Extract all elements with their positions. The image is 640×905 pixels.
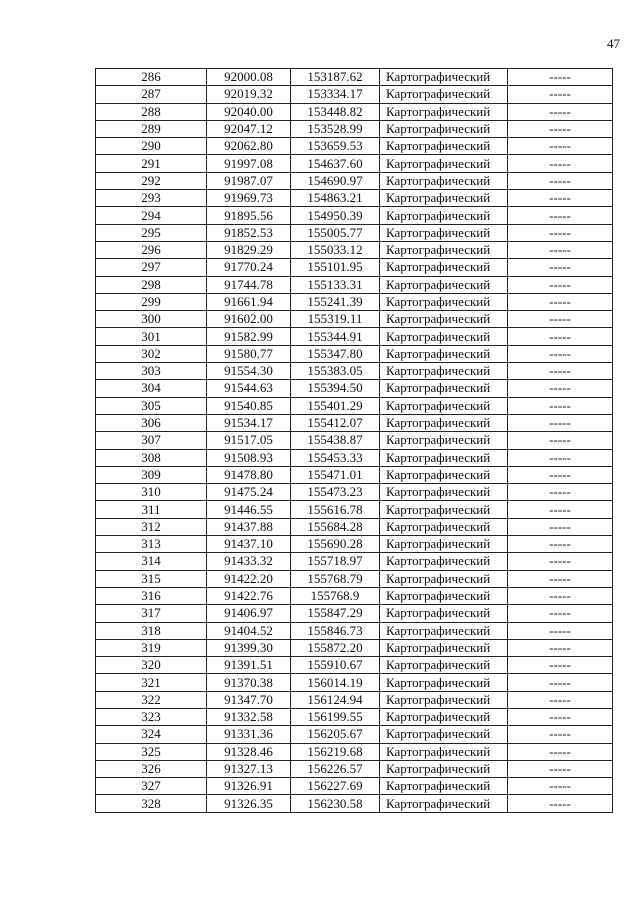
method-cell: Картографический (380, 553, 508, 570)
accuracy-cell: ----- (508, 708, 613, 725)
x-coordinate-cell: 92019.32 (207, 86, 291, 103)
accuracy-cell: ----- (508, 120, 613, 137)
method-cell: Картографический (380, 86, 508, 103)
method-cell: Картографический (380, 380, 508, 397)
y-coordinate-cell: 153659.53 (291, 138, 380, 155)
table-row (96, 795, 613, 812)
table-row (96, 345, 613, 362)
table-row (96, 86, 613, 103)
x-coordinate-cell: 91852.53 (207, 224, 291, 241)
table-row (96, 674, 613, 691)
method-cell: Картографический (380, 432, 508, 449)
accuracy-cell: ----- (508, 657, 613, 674)
table-row (96, 103, 613, 120)
accuracy-cell: ----- (508, 259, 613, 276)
accuracy-cell: ----- (508, 726, 613, 743)
table-row (96, 120, 613, 137)
method-cell: Картографический (380, 691, 508, 708)
x-coordinate-cell: 91433.32 (207, 553, 291, 570)
x-coordinate-cell: 91661.94 (207, 293, 291, 310)
y-coordinate-cell: 156014.19 (291, 674, 380, 691)
accuracy-cell: ----- (508, 553, 613, 570)
x-coordinate-cell: 91326.91 (207, 778, 291, 795)
table-row (96, 363, 613, 380)
table-row (96, 605, 613, 622)
x-coordinate-cell: 91332.58 (207, 708, 291, 725)
point-number-cell: 323 (96, 708, 207, 725)
point-number-cell: 300 (96, 311, 207, 328)
method-cell: Картографический (380, 69, 508, 86)
table-row (96, 743, 613, 760)
method-cell: Картографический (380, 155, 508, 172)
accuracy-cell: ----- (508, 484, 613, 501)
table-row (96, 207, 613, 224)
y-coordinate-cell: 155005.77 (291, 224, 380, 241)
x-coordinate-cell: 91478.80 (207, 466, 291, 483)
point-number-cell: 322 (96, 691, 207, 708)
y-coordinate-cell: 155453.33 (291, 449, 380, 466)
point-number-cell: 316 (96, 587, 207, 604)
accuracy-cell: ----- (508, 190, 613, 207)
point-number-cell: 304 (96, 380, 207, 397)
x-coordinate-cell: 91544.63 (207, 380, 291, 397)
x-coordinate-cell: 91508.93 (207, 449, 291, 466)
point-number-cell: 287 (96, 86, 207, 103)
x-coordinate-cell: 91422.20 (207, 570, 291, 587)
y-coordinate-cell: 155910.67 (291, 657, 380, 674)
point-number-cell: 305 (96, 397, 207, 414)
method-cell: Картографический (380, 414, 508, 431)
page-number: 47 (607, 36, 620, 51)
point-number-cell: 302 (96, 345, 207, 362)
point-number-cell: 312 (96, 518, 207, 535)
x-coordinate-cell: 91326.35 (207, 795, 291, 812)
y-coordinate-cell: 154637.60 (291, 155, 380, 172)
x-coordinate-cell: 91475.24 (207, 484, 291, 501)
y-coordinate-cell: 155401.29 (291, 397, 380, 414)
method-cell: Картографический (380, 587, 508, 604)
x-coordinate-cell: 91987.07 (207, 172, 291, 189)
method-cell: Картографический (380, 605, 508, 622)
x-coordinate-cell: 91895.56 (207, 207, 291, 224)
method-cell: Картографический (380, 259, 508, 276)
method-cell: Картографический (380, 103, 508, 120)
x-coordinate-cell: 91744.78 (207, 276, 291, 293)
x-coordinate-cell: 91437.88 (207, 518, 291, 535)
point-number-cell: 324 (96, 726, 207, 743)
method-cell: Картографический (380, 570, 508, 587)
accuracy-cell: ----- (508, 363, 613, 380)
y-coordinate-cell: 155768.79 (291, 570, 380, 587)
point-number-cell: 310 (96, 484, 207, 501)
method-cell: Картографический (380, 484, 508, 501)
y-coordinate-cell: 155846.73 (291, 622, 380, 639)
y-coordinate-cell: 155394.50 (291, 380, 380, 397)
accuracy-cell: ----- (508, 778, 613, 795)
y-coordinate-cell: 156227.69 (291, 778, 380, 795)
method-cell: Картографический (380, 207, 508, 224)
accuracy-cell: ----- (508, 674, 613, 691)
table-row (96, 293, 613, 310)
table-row (96, 778, 613, 795)
point-number-cell: 303 (96, 363, 207, 380)
x-coordinate-cell: 91404.52 (207, 622, 291, 639)
accuracy-cell: ----- (508, 86, 613, 103)
method-cell: Картографический (380, 293, 508, 310)
table-row (96, 639, 613, 656)
point-number-cell: 296 (96, 241, 207, 258)
method-cell: Картографический (380, 397, 508, 414)
y-coordinate-cell: 155438.87 (291, 432, 380, 449)
table-row (96, 708, 613, 725)
accuracy-cell: ----- (508, 103, 613, 120)
point-number-cell: 289 (96, 120, 207, 137)
y-coordinate-cell: 156230.58 (291, 795, 380, 812)
point-number-cell: 292 (96, 172, 207, 189)
accuracy-cell: ----- (508, 639, 613, 656)
y-coordinate-cell: 155383.05 (291, 363, 380, 380)
y-coordinate-cell: 153528.99 (291, 120, 380, 137)
y-coordinate-cell: 153187.62 (291, 69, 380, 86)
accuracy-cell: ----- (508, 501, 613, 518)
accuracy-cell: ----- (508, 605, 613, 622)
accuracy-cell: ----- (508, 518, 613, 535)
point-number-cell: 318 (96, 622, 207, 639)
method-cell: Картографический (380, 120, 508, 137)
point-number-cell: 328 (96, 795, 207, 812)
y-coordinate-cell: 155344.91 (291, 328, 380, 345)
accuracy-cell: ----- (508, 241, 613, 258)
y-coordinate-cell: 153448.82 (291, 103, 380, 120)
point-number-cell: 314 (96, 553, 207, 570)
accuracy-cell: ----- (508, 138, 613, 155)
accuracy-cell: ----- (508, 570, 613, 587)
point-number-cell: 291 (96, 155, 207, 172)
point-number-cell: 286 (96, 69, 207, 86)
method-cell: Картографический (380, 328, 508, 345)
table-row (96, 190, 613, 207)
x-coordinate-cell: 91554.30 (207, 363, 291, 380)
y-coordinate-cell: 155101.95 (291, 259, 380, 276)
point-number-cell: 288 (96, 103, 207, 120)
table-row (96, 414, 613, 431)
y-coordinate-cell: 156226.57 (291, 760, 380, 777)
table-row (96, 276, 613, 293)
method-cell: Картографический (380, 778, 508, 795)
x-coordinate-cell: 91328.46 (207, 743, 291, 760)
method-cell: Картографический (380, 501, 508, 518)
table-row (96, 224, 613, 241)
table-row (96, 380, 613, 397)
method-cell: Картографический (380, 708, 508, 725)
point-number-cell: 298 (96, 276, 207, 293)
point-number-cell: 311 (96, 501, 207, 518)
x-coordinate-cell: 91582.99 (207, 328, 291, 345)
x-coordinate-cell: 92040.00 (207, 103, 291, 120)
accuracy-cell: ----- (508, 207, 613, 224)
y-coordinate-cell: 156199.55 (291, 708, 380, 725)
accuracy-cell: ----- (508, 345, 613, 362)
x-coordinate-cell: 91370.38 (207, 674, 291, 691)
y-coordinate-cell: 156205.67 (291, 726, 380, 743)
y-coordinate-cell: 154950.39 (291, 207, 380, 224)
x-coordinate-cell: 91406.97 (207, 605, 291, 622)
y-coordinate-cell: 155319.11 (291, 311, 380, 328)
x-coordinate-cell: 91422.76 (207, 587, 291, 604)
point-number-cell: 293 (96, 190, 207, 207)
y-coordinate-cell: 155033.12 (291, 241, 380, 258)
y-coordinate-cell: 155684.28 (291, 518, 380, 535)
table-row (96, 760, 613, 777)
table-row (96, 518, 613, 535)
table-row (96, 328, 613, 345)
table-row (96, 241, 613, 258)
point-number-cell: 325 (96, 743, 207, 760)
table-row (96, 155, 613, 172)
table-row (96, 432, 613, 449)
table-row (96, 536, 613, 553)
accuracy-cell: ----- (508, 414, 613, 431)
method-cell: Картографический (380, 449, 508, 466)
x-coordinate-cell: 92047.12 (207, 120, 291, 137)
table-row (96, 726, 613, 743)
x-coordinate-cell: 91399.30 (207, 639, 291, 656)
accuracy-cell: ----- (508, 743, 613, 760)
method-cell: Картографический (380, 138, 508, 155)
method-cell: Картографический (380, 726, 508, 743)
table-row (96, 311, 613, 328)
y-coordinate-cell: 155133.31 (291, 276, 380, 293)
accuracy-cell: ----- (508, 449, 613, 466)
x-coordinate-cell: 91391.51 (207, 657, 291, 674)
y-coordinate-cell: 155471.01 (291, 466, 380, 483)
y-coordinate-cell: 155412.07 (291, 414, 380, 431)
y-coordinate-cell: 153334.17 (291, 86, 380, 103)
y-coordinate-cell: 155768.9 (291, 587, 380, 604)
method-cell: Картографический (380, 674, 508, 691)
accuracy-cell: ----- (508, 691, 613, 708)
point-number-cell: 320 (96, 657, 207, 674)
table-row (96, 484, 613, 501)
method-cell: Картографический (380, 172, 508, 189)
point-number-cell: 295 (96, 224, 207, 241)
method-cell: Картографический (380, 224, 508, 241)
x-coordinate-cell: 91446.55 (207, 501, 291, 518)
method-cell: Картографический (380, 190, 508, 207)
method-cell: Картографический (380, 622, 508, 639)
table-row (96, 570, 613, 587)
table-row (96, 69, 613, 86)
point-number-cell: 297 (96, 259, 207, 276)
x-coordinate-cell: 91580.77 (207, 345, 291, 362)
y-coordinate-cell: 155473.23 (291, 484, 380, 501)
point-number-cell: 321 (96, 674, 207, 691)
table-row (96, 259, 613, 276)
method-cell: Картографический (380, 466, 508, 483)
point-number-cell: 299 (96, 293, 207, 310)
accuracy-cell: ----- (508, 622, 613, 639)
point-number-cell: 308 (96, 449, 207, 466)
point-number-cell: 301 (96, 328, 207, 345)
coordinates-table (95, 68, 613, 813)
point-number-cell: 309 (96, 466, 207, 483)
y-coordinate-cell: 155847.29 (291, 605, 380, 622)
table-row (96, 138, 613, 155)
y-coordinate-cell: 154863.21 (291, 190, 380, 207)
x-coordinate-cell: 91534.17 (207, 414, 291, 431)
method-cell: Картографический (380, 743, 508, 760)
y-coordinate-cell: 156124.94 (291, 691, 380, 708)
table-row (96, 691, 613, 708)
x-coordinate-cell: 91602.00 (207, 311, 291, 328)
table-row (96, 466, 613, 483)
x-coordinate-cell: 91331.36 (207, 726, 291, 743)
x-coordinate-cell: 91770.24 (207, 259, 291, 276)
method-cell: Картографический (380, 276, 508, 293)
method-cell: Картографический (380, 760, 508, 777)
table-row (96, 657, 613, 674)
point-number-cell: 313 (96, 536, 207, 553)
y-coordinate-cell: 155872.20 (291, 639, 380, 656)
coordinates-table-body (96, 69, 613, 813)
accuracy-cell: ----- (508, 293, 613, 310)
point-number-cell: 306 (96, 414, 207, 431)
accuracy-cell: ----- (508, 397, 613, 414)
accuracy-cell: ----- (508, 69, 613, 86)
accuracy-cell: ----- (508, 276, 613, 293)
y-coordinate-cell: 155690.28 (291, 536, 380, 553)
y-coordinate-cell: 155718.97 (291, 553, 380, 570)
point-number-cell: 290 (96, 138, 207, 155)
x-coordinate-cell: 91997.08 (207, 155, 291, 172)
x-coordinate-cell: 91517.05 (207, 432, 291, 449)
accuracy-cell: ----- (508, 224, 613, 241)
y-coordinate-cell: 154690.97 (291, 172, 380, 189)
x-coordinate-cell: 91829.29 (207, 241, 291, 258)
point-number-cell: 315 (96, 570, 207, 587)
point-number-cell: 307 (96, 432, 207, 449)
point-number-cell: 319 (96, 639, 207, 656)
table-row (96, 397, 613, 414)
y-coordinate-cell: 155241.39 (291, 293, 380, 310)
accuracy-cell: ----- (508, 172, 613, 189)
point-number-cell: 317 (96, 605, 207, 622)
accuracy-cell: ----- (508, 466, 613, 483)
point-number-cell: 294 (96, 207, 207, 224)
method-cell: Картографический (380, 657, 508, 674)
accuracy-cell: ----- (508, 795, 613, 812)
table-row (96, 501, 613, 518)
method-cell: Картографический (380, 536, 508, 553)
x-coordinate-cell: 91347.70 (207, 691, 291, 708)
x-coordinate-cell: 91437.10 (207, 536, 291, 553)
table-row (96, 622, 613, 639)
point-number-cell: 327 (96, 778, 207, 795)
accuracy-cell: ----- (508, 760, 613, 777)
table-row (96, 553, 613, 570)
method-cell: Картографический (380, 518, 508, 535)
x-coordinate-cell: 91327.13 (207, 760, 291, 777)
accuracy-cell: ----- (508, 587, 613, 604)
x-coordinate-cell: 92062.80 (207, 138, 291, 155)
method-cell: Картографический (380, 345, 508, 362)
method-cell: Картографический (380, 311, 508, 328)
x-coordinate-cell: 91969.73 (207, 190, 291, 207)
method-cell: Картографический (380, 241, 508, 258)
x-coordinate-cell: 92000.08 (207, 69, 291, 86)
accuracy-cell: ----- (508, 328, 613, 345)
accuracy-cell: ----- (508, 380, 613, 397)
method-cell: Картографический (380, 795, 508, 812)
table-row (96, 449, 613, 466)
x-coordinate-cell: 91540.85 (207, 397, 291, 414)
point-number-cell: 326 (96, 760, 207, 777)
accuracy-cell: ----- (508, 432, 613, 449)
table-row (96, 587, 613, 604)
y-coordinate-cell: 155616.78 (291, 501, 380, 518)
method-cell: Картографический (380, 363, 508, 380)
y-coordinate-cell: 156219.68 (291, 743, 380, 760)
accuracy-cell: ----- (508, 536, 613, 553)
accuracy-cell: ----- (508, 311, 613, 328)
method-cell: Картографический (380, 639, 508, 656)
y-coordinate-cell: 155347.80 (291, 345, 380, 362)
table-row (96, 172, 613, 189)
accuracy-cell: ----- (508, 155, 613, 172)
